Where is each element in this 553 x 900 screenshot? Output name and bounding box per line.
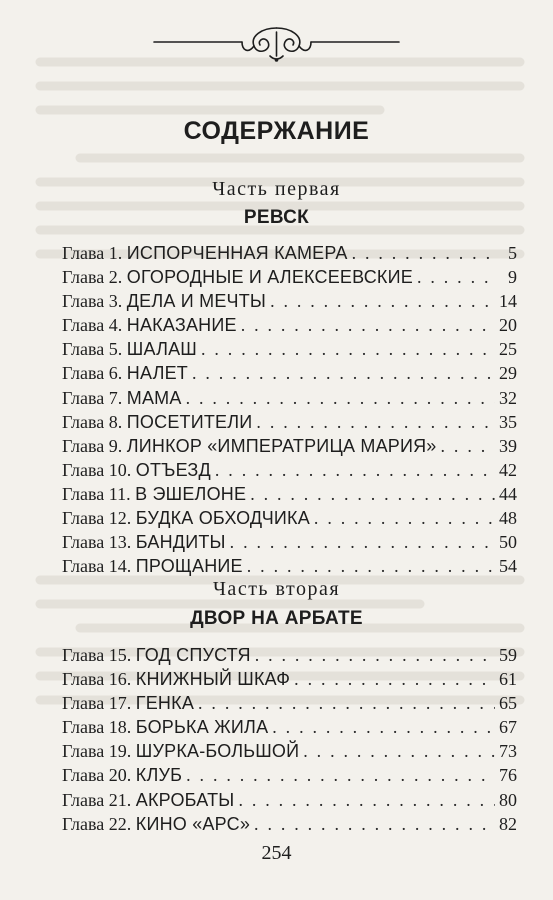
part-1-label: Часть первая — [212, 178, 341, 200]
toc-entry-title — [62, 291, 266, 312]
dot-leader — [247, 556, 495, 577]
chapter-name: КНИЖНЫЙ ШКАФ — [135, 669, 291, 690]
toc-entry — [62, 436, 517, 460]
dot-leader — [186, 388, 495, 409]
toc-page-number: 39 — [499, 435, 517, 456]
toc-entry-title — [62, 693, 194, 714]
toc-entry-title — [62, 267, 413, 288]
toc-page-number: 73 — [499, 741, 517, 762]
toc-entry-title — [62, 814, 250, 835]
chapter-number: Глава 10. — [62, 459, 132, 480]
toc-page-number: 82 — [499, 813, 517, 834]
chapter-name: КЛУБ — [135, 765, 183, 786]
part-2-title: ДВОР НА АРБАТЕ — [190, 608, 363, 629]
dot-leader — [186, 765, 495, 786]
toc-entry — [62, 339, 517, 363]
dot-leader — [272, 717, 495, 738]
chapter-number: Глава 3. — [62, 291, 123, 312]
dot-leader — [256, 412, 495, 433]
dot-leader — [303, 741, 495, 762]
chapter-name: ГОД СПУСТЯ — [135, 645, 251, 665]
toc-entry-title — [62, 741, 299, 762]
dot-leader — [241, 315, 495, 336]
dot-leader — [230, 532, 495, 553]
toc-entry-title — [62, 669, 290, 690]
toc-entry-title — [62, 243, 348, 264]
dot-leader — [294, 669, 495, 690]
chapter-number: Глава 2. — [62, 267, 123, 288]
toc-page-number: 25 — [499, 339, 517, 360]
chapter-number: Глава 17. — [62, 693, 132, 714]
dot-leader — [215, 460, 495, 481]
chapter-name: ГЕНКА — [135, 693, 195, 714]
toc-entry — [62, 814, 517, 838]
chapter-name: ОГОРОДНЫЕ И АЛЕКСЕЕВСКИЕ — [126, 267, 413, 288]
part-2-label: Часть вторая — [212, 578, 341, 600]
chapter-name: ШАЛАШ — [126, 339, 197, 360]
toc-entry — [62, 412, 517, 436]
toc-page-number: 44 — [499, 483, 517, 504]
toc-entry — [62, 645, 517, 669]
toc-entry-title — [62, 436, 437, 457]
dot-leader — [201, 339, 495, 360]
chapter-number: Глава 21. — [62, 789, 132, 810]
dot-leader — [254, 814, 495, 835]
page-number: 254 — [261, 842, 292, 864]
chapter-name: ОТЪЕЗД — [135, 459, 211, 480]
part-1-toc — [62, 243, 517, 580]
toc-page-number: 59 — [499, 645, 517, 665]
toc-entry-title — [62, 556, 243, 577]
part-1-title: РЕВСК — [243, 207, 310, 228]
chapter-number: Глава 20. — [62, 765, 132, 786]
toc-page-number: 67 — [499, 717, 517, 738]
chapter-number: Глава 7. — [62, 387, 123, 408]
chapter-number: Глава 19. — [62, 741, 132, 762]
chapter-number: Глава 22. — [62, 813, 132, 834]
toc-entry — [62, 717, 517, 741]
chapter-name: АКРОБАТЫ — [135, 789, 235, 810]
toc-entry — [62, 243, 517, 267]
chapter-number: Глава 6. — [62, 363, 123, 384]
toc-entry — [62, 693, 517, 717]
toc-entry — [62, 790, 517, 814]
toc-page-number: 32 — [499, 387, 517, 408]
dot-leader — [441, 436, 495, 457]
toc-page-number: 48 — [499, 508, 517, 529]
toc-entry — [62, 315, 517, 339]
chapter-number: Глава 16. — [62, 669, 132, 690]
chapter-number: Глава 8. — [62, 411, 123, 432]
toc-page-number: 76 — [499, 765, 517, 786]
toc-entry-title — [62, 388, 182, 409]
toc-page-number: 35 — [499, 411, 517, 432]
chapter-name: БАНДИТЫ — [135, 532, 226, 553]
chapter-number: Глава 5. — [62, 339, 123, 360]
dot-leader — [192, 363, 495, 384]
toc-page-number: 14 — [499, 291, 517, 312]
toc-page-number: 61 — [499, 669, 517, 690]
toc-entry-title — [62, 790, 234, 811]
contents-heading: СОДЕРЖАНИЕ — [183, 117, 370, 145]
chapter-number: Глава 12. — [62, 508, 132, 529]
dot-leader — [314, 508, 495, 529]
chapter-number: Глава 9. — [62, 435, 123, 456]
toc-entry-title — [62, 508, 310, 529]
chapter-name: ПОСЕТИТЕЛИ — [126, 411, 253, 432]
chapter-name: БУДКА ОБХОДЧИКА — [135, 508, 310, 529]
part-2-toc — [62, 645, 517, 838]
toc-page-number: 5 — [508, 243, 517, 263]
chapter-number: Глава 11. — [62, 483, 131, 504]
toc-page-number: 29 — [499, 363, 517, 384]
dot-leader — [417, 267, 495, 288]
chapter-name: МАМА — [126, 387, 182, 408]
chapter-number: Глава 1. — [62, 243, 123, 263]
chapter-name: ЛИНКОР «ИМПЕРАТРИЦА МАРИЯ» — [126, 435, 437, 456]
toc-page-number: 80 — [499, 789, 517, 810]
chapter-number: Глава 14. — [62, 556, 132, 577]
dot-leader — [250, 484, 495, 505]
chapter-name: ИСПОРЧЕННАЯ КАМЕРА — [126, 243, 348, 263]
chapter-name: ДЕЛА И МЕЧТЫ — [126, 291, 267, 312]
chapter-name: НАЛЕТ — [126, 363, 188, 384]
toc-entry-title — [62, 532, 226, 553]
toc-page-number: 54 — [499, 556, 517, 577]
dot-leader — [198, 693, 495, 714]
toc-page-number: 20 — [499, 315, 517, 336]
toc-page-number: 65 — [499, 693, 517, 714]
dot-leader — [238, 790, 495, 811]
chapter-name: ШУРКА-БОЛЬШОЙ — [135, 741, 300, 762]
dot-leader — [352, 243, 495, 264]
toc-entry-title — [62, 339, 197, 360]
chapter-name: НАКАЗАНИЕ — [126, 315, 237, 336]
toc-entry — [62, 765, 517, 789]
dot-leader — [255, 645, 495, 666]
toc-entry — [62, 484, 517, 508]
chapter-name: КИНО «АРС» — [135, 813, 251, 834]
toc-entry-title — [62, 412, 252, 433]
chapter-number: Глава 15. — [62, 645, 132, 665]
toc-entry — [62, 460, 517, 484]
chapter-number: Глава 4. — [62, 315, 123, 336]
toc-entry — [62, 556, 517, 580]
toc-entry — [62, 388, 517, 412]
chapter-number: Глава 18. — [62, 717, 132, 738]
toc-entry-title — [62, 460, 211, 481]
chapter-number: Глава 13. — [62, 532, 132, 553]
toc-entry-title — [62, 717, 268, 738]
toc-entry — [62, 291, 517, 315]
toc-entry — [62, 267, 517, 291]
chapter-name: БОРЬКА ЖИЛА — [135, 717, 269, 738]
toc-entry-title — [62, 363, 188, 384]
chapter-name: ПРОЩАНИЕ — [135, 556, 243, 577]
toc-page-number: 42 — [499, 459, 517, 480]
toc-entry-title — [62, 765, 182, 786]
toc-entry-title — [62, 484, 246, 505]
toc-entry — [62, 532, 517, 556]
toc-entry — [62, 669, 517, 693]
toc-page-number: 50 — [499, 532, 517, 553]
dot-leader — [270, 291, 495, 312]
chapter-name: В ЭШЕЛОНЕ — [135, 483, 247, 504]
toc-entry-title — [62, 315, 237, 336]
toc-page-number: 9 — [508, 267, 517, 288]
toc-entry — [62, 363, 517, 387]
ornament-divider-icon — [150, 20, 403, 64]
toc-entry-title — [62, 645, 251, 666]
toc-entry — [62, 741, 517, 765]
toc-entry — [62, 508, 517, 532]
